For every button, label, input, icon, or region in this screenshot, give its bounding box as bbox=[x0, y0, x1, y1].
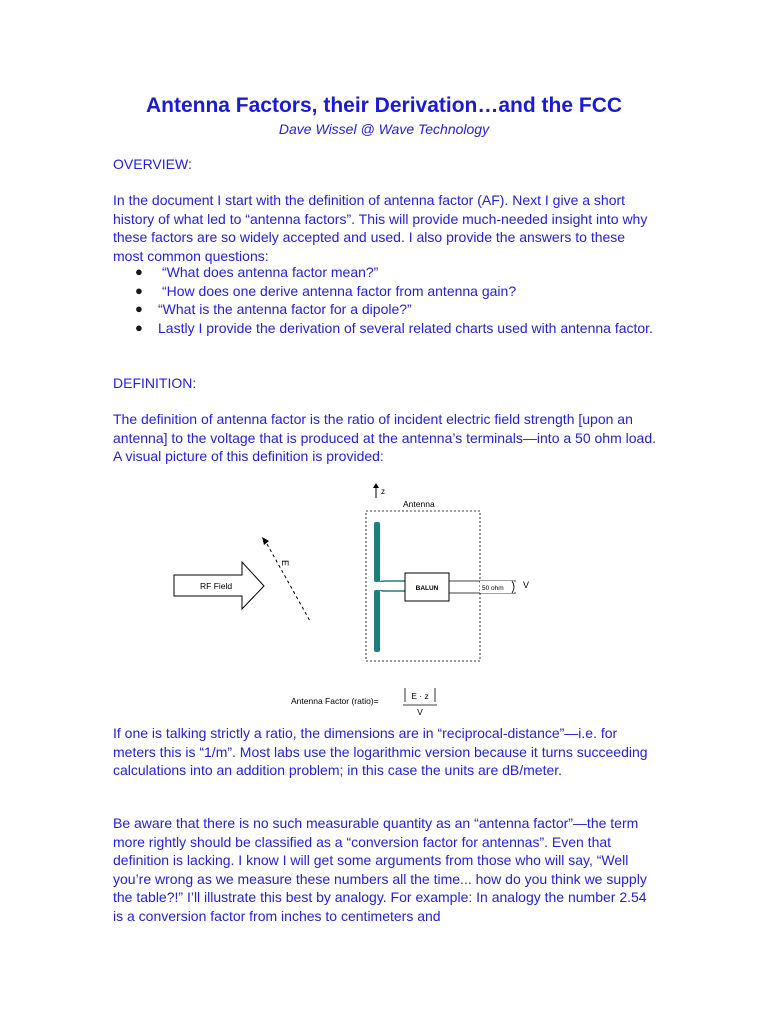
overview-paragraph: In the document I start with the definition of antenna factor (AF). Next I give a short history of what led to “antenna factors”. This will provide much-needed insight into why these factors are so widely accepted and used. I also provide the answers to these most common questions: bbox=[113, 192, 648, 264]
bullet-icon: ● bbox=[135, 301, 143, 316]
rf-field-label: RF Field bbox=[200, 581, 233, 591]
formula-numerator: E · z bbox=[411, 691, 429, 701]
document-title: Antenna Factors, their Derivation…and the FCC bbox=[145, 94, 623, 117]
antenna-factor-diagram bbox=[160, 478, 504, 728]
bullet-icon: ● bbox=[135, 264, 143, 279]
definition-heading: DEFINITION: bbox=[113, 375, 197, 391]
list-item: ● Lastly I provide the derivation of several related charts used with antenna factor. bbox=[135, 319, 653, 336]
balun-label: BALUN bbox=[415, 585, 439, 592]
dipole-feed-lower bbox=[380, 590, 405, 591]
e-field-label: E bbox=[280, 560, 290, 567]
e-field-vector bbox=[267, 544, 310, 621]
dipole-feed-upper bbox=[380, 581, 405, 582]
ratio-paragraph: If one is talking strictly a ratio, the dimensions are in “reciprocal-distance”—i.e. for meters this is “1/m”. Most labs use the logarithmic version because it turns succeeding calculations into an addition problem; in this case the units are dB/meter. bbox=[113, 725, 648, 778]
dipole-lower-element bbox=[374, 590, 380, 652]
formula-denominator: V bbox=[417, 707, 423, 717]
document-author: Dave Wissel @ Wave Technology bbox=[278, 121, 490, 137]
load-label: 50 ohm bbox=[482, 585, 504, 592]
formula-label: Antenna Factor (ratio)= bbox=[291, 696, 379, 706]
dipole-upper-element bbox=[374, 522, 380, 582]
aware-paragraph: Be aware that there is no such measurable quantity as an “antenna factor”—the term more rightly should be classified as a “conversion factor for antennas”. Even that definition is lacking. I know I will get some arguments from those who will say, “Well you’re wrong as we measure these numbers all the time... how do you think we supply the table?!” I’ll illustrate this best by analogy. For example: In analogy the number 2.54 is a conversion factor from inches to centimeters and bbox=[113, 815, 647, 924]
list-item: ● “What does antenna factor mean?” bbox=[135, 264, 379, 280]
voltage-label: V bbox=[523, 580, 530, 590]
list-item: ● “How does one derive antenna factor from antenna gain? bbox=[135, 282, 517, 299]
z-axis-arrow-icon bbox=[373, 483, 379, 498]
z-axis-label: z bbox=[381, 487, 385, 496]
definition-paragraph: The definition of antenna factor is the ratio of incident electric field strength [upon an antenna] to the voltage that is produced at the antenna’s terminals—into a 50 ohm load. A visual picture of this definition is provided: bbox=[113, 411, 656, 464]
overview-bullet-list bbox=[113, 263, 658, 337]
bullet-icon: ● bbox=[135, 319, 143, 335]
bullet-icon: ● bbox=[135, 282, 143, 298]
e-field-arrowhead-icon bbox=[262, 537, 269, 545]
list-item: ● “What is the antenna factor for a dipole?” bbox=[135, 301, 412, 317]
overview-heading: OVERVIEW: bbox=[113, 156, 192, 172]
antenna-label: Antenna bbox=[403, 499, 435, 509]
